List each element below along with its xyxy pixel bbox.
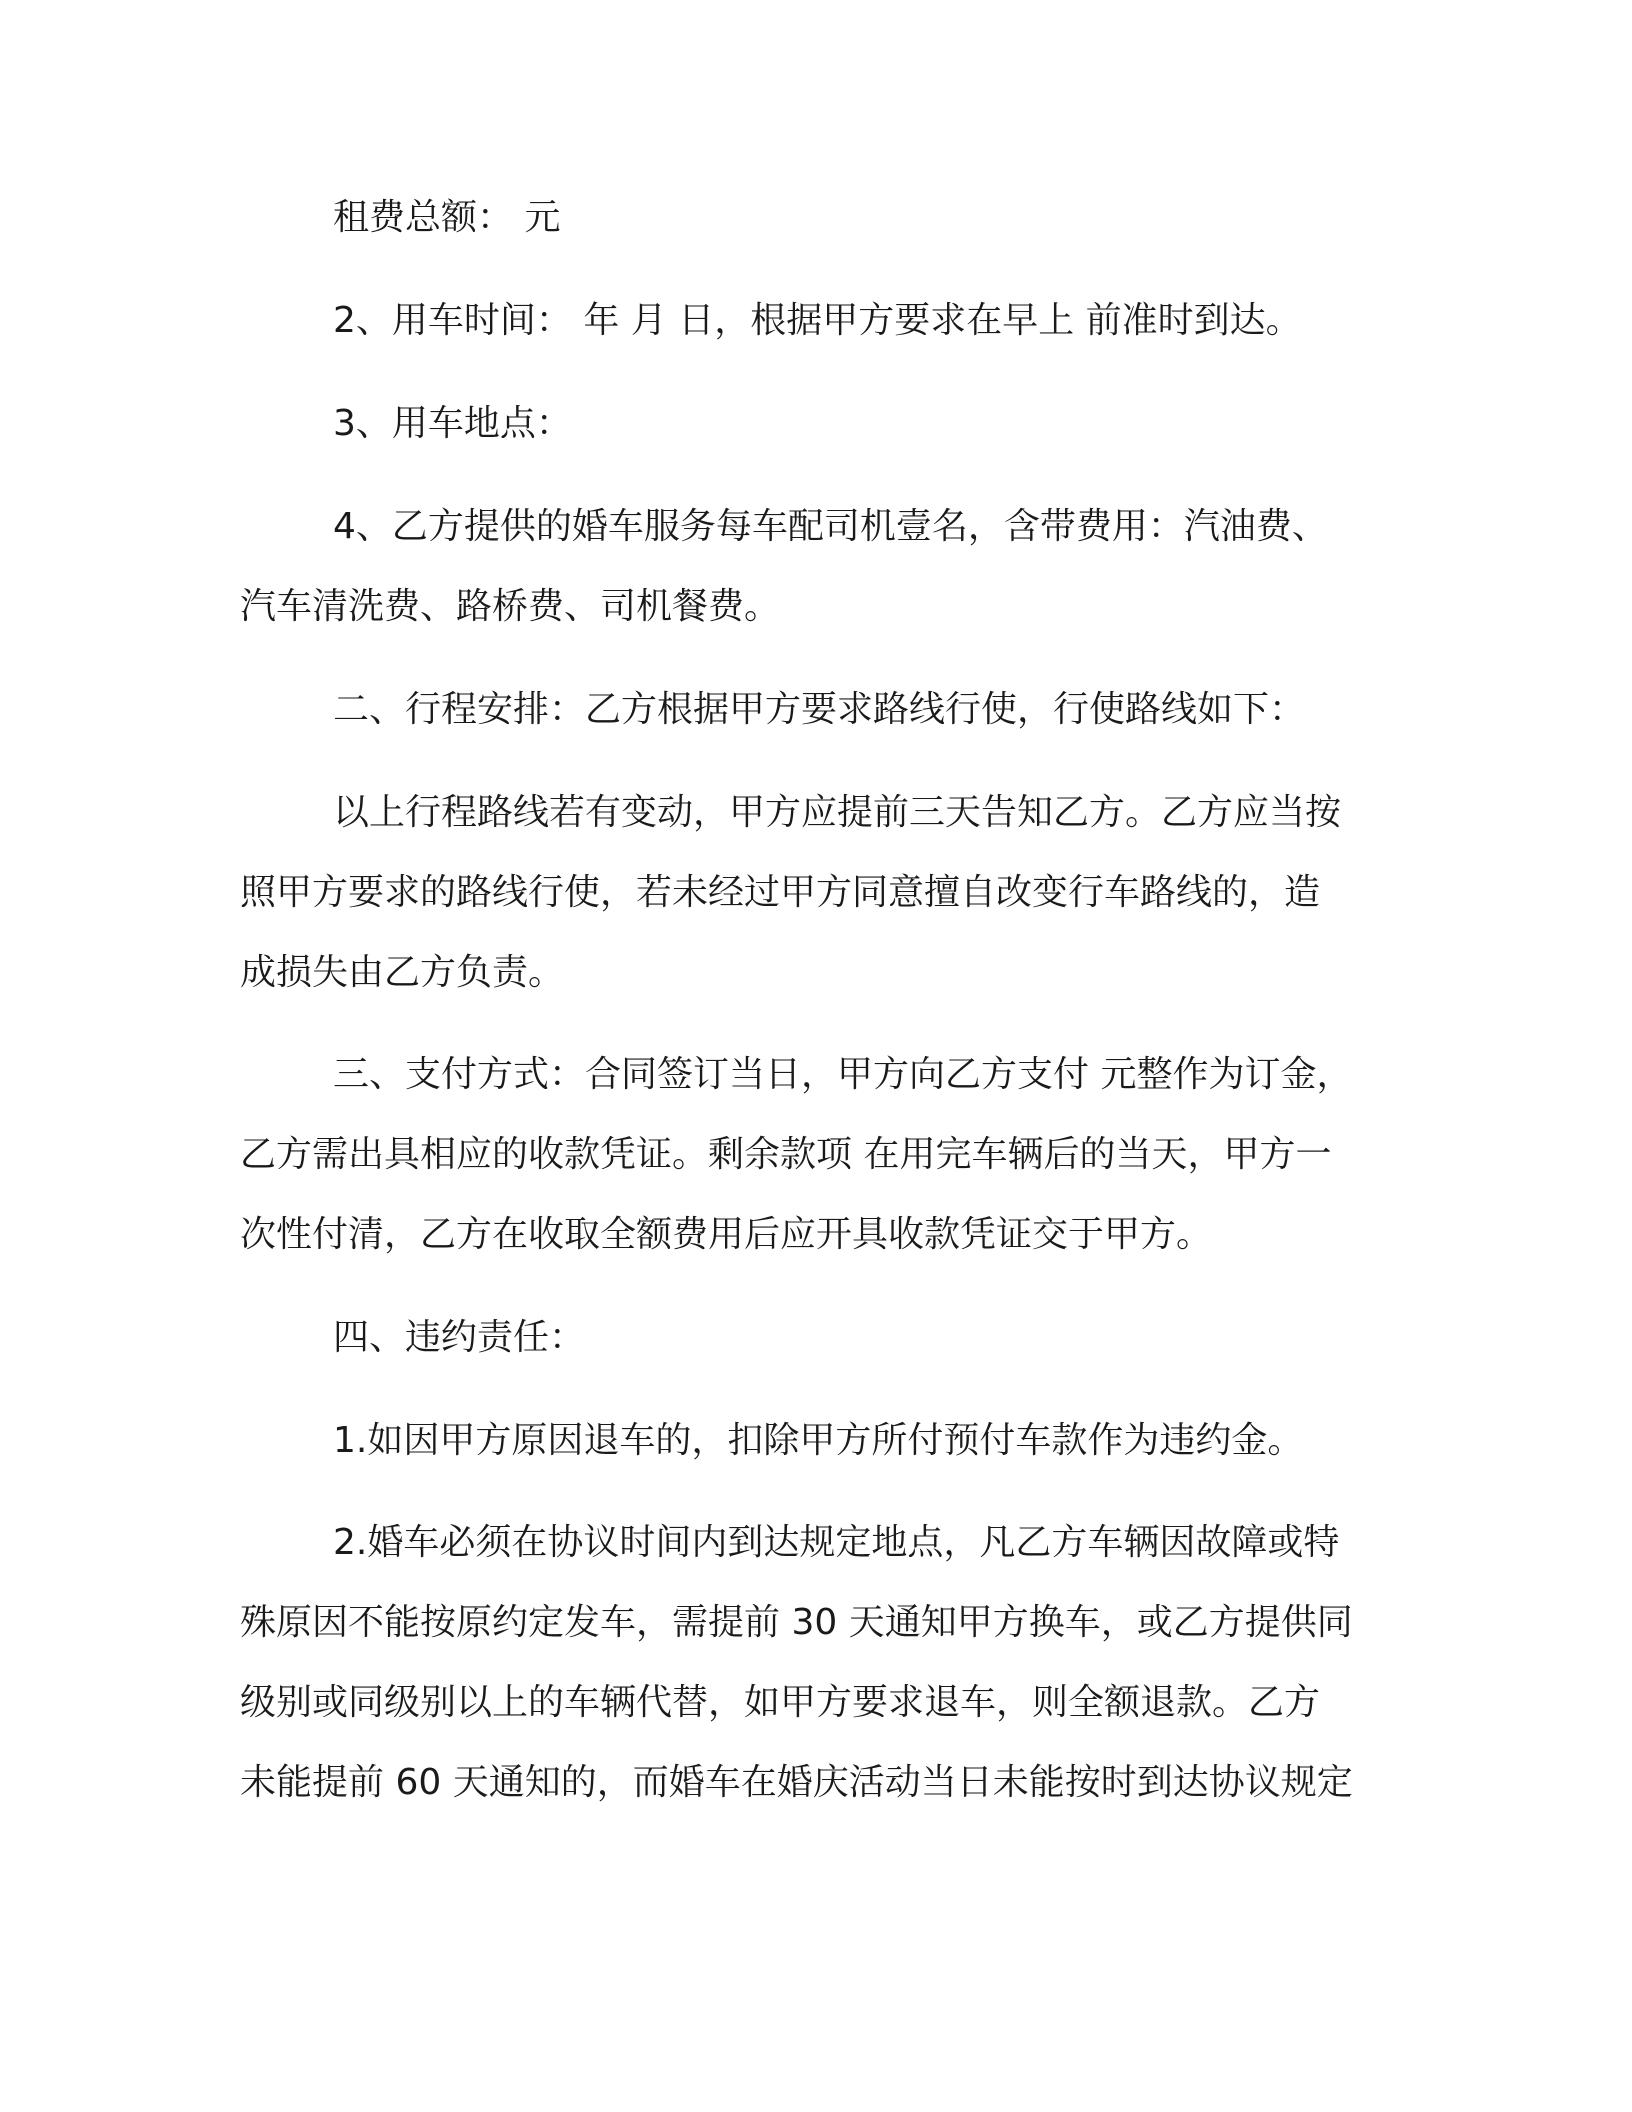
usage-time-line: 2、用车时间： 年 月 日，根据甲方要求在早上 前准时到达。 (333, 300, 1302, 341)
itinerary-change-line-2: 照甲方要求的路线行使，若未经过甲方同意擅自改变行车路线的，造 (240, 872, 1321, 913)
driver-service-line-1: 4、乙方提供的婚车服务每车配司机壹名，含带费用：汽油费、 (333, 506, 1328, 547)
itinerary-heading-line: 二、行程安排：乙方根据甲方要求路线行使，行使路线如下： (333, 689, 1306, 730)
payment-line-2: 乙方需出具相应的收款凭证。剩余款项 在用完车辆后的当天，甲方一 (240, 1134, 1332, 1175)
breach-item-1-line: 1.如因甲方原因退车的，扣除甲方所付预付车款作为违约金。 (333, 1420, 1304, 1461)
usage-location-line: 3、用车地点： (333, 403, 572, 444)
rental-total-line: 租费总额： 元 (333, 197, 561, 238)
driver-service-line-2: 汽车清洗费、路桥费、司机餐费。 (240, 586, 781, 627)
breach-item-2-line-1: 2.婚车必须在协议时间内到达规定地点，凡乙方车辆因故障或特 (333, 1522, 1340, 1563)
payment-line-1: 三、支付方式：合同签订当日，甲方向乙方支付 元整作为订金， (333, 1054, 1353, 1095)
breach-item-2-line-2: 殊原因不能按原约定发车，需提前 30 天通知甲方换车，或乙方提供同 (240, 1602, 1353, 1643)
breach-heading-line: 四、违约责任： (333, 1317, 586, 1358)
itinerary-change-line-1: 以上行程路线若有变动，甲方应提前三天告知乙方。乙方应当按 (333, 792, 1342, 833)
breach-item-2-line-3: 级别或同级别以上的车辆代替，如甲方要求退车，则全额退款。乙方 (240, 1682, 1321, 1723)
payment-line-3: 次性付清，乙方在收取全额费用后应开具收款凭证交于甲方。 (240, 1214, 1213, 1255)
itinerary-change-line-3: 成损失由乙方负责。 (240, 952, 565, 993)
breach-item-2-line-4: 未能提前 60 天通知的，而婚车在婚庆活动当日未能按时到达协议规定 (240, 1762, 1353, 1803)
